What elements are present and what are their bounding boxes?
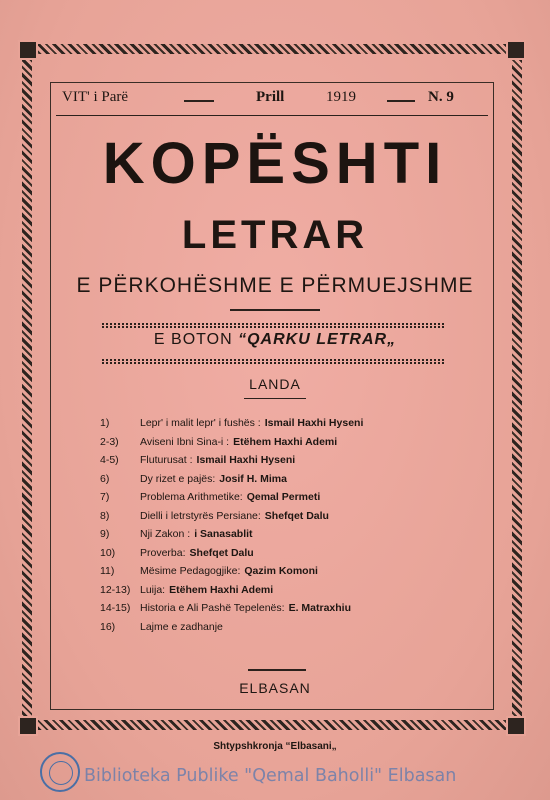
list-item: [100, 584, 460, 603]
border-corner: [18, 716, 38, 736]
item-title: Proverba:: [140, 546, 186, 559]
item-author: Qemal Permeti: [246, 491, 321, 503]
item-title: Lepr' i malit lepr' i fushës :: [140, 417, 261, 429]
item-author: Ismail Haxhi Hyseni: [196, 454, 296, 466]
item-author: Josif H. Mima: [219, 472, 287, 485]
issue-number: N. 9: [428, 89, 454, 105]
item-number: 4-5): [100, 454, 119, 466]
item-number: 10): [100, 546, 116, 559]
item-number: 16): [100, 620, 116, 633]
item-author: E. Matraxhiu: [288, 602, 351, 614]
issue-year: 1919: [326, 89, 356, 105]
header-dash: [184, 100, 214, 102]
item-title: Luija:: [140, 583, 166, 596]
magazine-title-line2: LETRAR: [181, 213, 369, 257]
item-title: Problema Arithmetike:: [140, 491, 243, 503]
item-number: 14-15): [100, 602, 131, 614]
dotted-rule-top: [102, 323, 444, 328]
item-number: 2-3): [100, 435, 119, 448]
border-corner: [506, 716, 526, 736]
item-author: i Sanasablit: [194, 528, 253, 540]
item-author: Qazim Komoni: [244, 565, 318, 577]
list-item: [100, 436, 460, 455]
publication-place: ELBASAN: [239, 680, 311, 696]
library-watermark: Biblioteka Publike "Qemal Baholli" Elbasan: [84, 766, 457, 786]
list-item: [100, 602, 460, 621]
header-rule: [56, 115, 488, 116]
library-stamp-icon: [40, 752, 80, 792]
volume-label: VIT' i Parë: [62, 89, 129, 105]
item-author: Ismail Haxhi Hyseni: [264, 417, 364, 429]
list-item: [100, 417, 460, 436]
item-author: Etëhem Haxhi Ademi: [169, 583, 274, 596]
item-title: Lajme e zadhanje: [140, 620, 223, 633]
list-item: [100, 473, 460, 492]
place-rule: [248, 669, 306, 671]
item-title: Dielli i letrstyrës Persiane:: [140, 509, 261, 522]
contents-heading: LANDA: [249, 376, 301, 392]
item-title: Dy rizet e pajës:: [140, 472, 216, 485]
publisher-line: [0, 331, 550, 349]
item-title: Historia e Ali Pashë Tepelenës:: [140, 602, 285, 614]
list-item: [100, 528, 460, 547]
item-number: 1): [100, 417, 110, 429]
subtitle-rule: [230, 309, 320, 311]
item-author: Shefqet Dalu: [189, 546, 254, 559]
list-item: [100, 454, 460, 473]
item-title: Fluturusat :: [140, 454, 193, 466]
item-title: Aviseni Ibni Sina-i :: [140, 435, 230, 448]
item-title: Mësime Pedagogjike:: [140, 565, 241, 577]
publisher-prefix: E BOTON: [153, 331, 233, 348]
list-item: [100, 510, 460, 529]
publisher-name: “QARKU LETRAR„: [238, 331, 397, 348]
border-corner: [506, 40, 526, 60]
list-item: [100, 621, 460, 640]
list-item: [100, 565, 460, 584]
border-corner: [18, 40, 38, 60]
contents-heading-rule: [244, 398, 306, 399]
item-title: Nji Zakon :: [140, 528, 191, 540]
list-item: [100, 547, 460, 566]
item-number: 11): [100, 565, 115, 577]
list-item: [100, 491, 460, 510]
magazine-subtitle: E PËRKOHËSHME E PËRMUEJSHME: [76, 274, 474, 297]
magazine-title: KOPËSHTI: [102, 131, 448, 196]
header-dash: [387, 100, 415, 102]
item-author: Etëhem Haxhi Ademi: [233, 435, 338, 448]
item-number: 6): [100, 472, 110, 485]
item-number: 7): [100, 491, 110, 503]
item-number: 12-13): [100, 583, 131, 596]
table-of-contents: [100, 417, 460, 639]
dotted-rule-bottom: [102, 359, 444, 364]
issue-month: Prill: [256, 89, 285, 105]
item-number: 8): [100, 509, 110, 522]
item-number: 9): [100, 528, 110, 540]
printer-name: Shtypshkronja “Elbasani„: [213, 741, 337, 752]
item-author: Shefqet Dalu: [264, 509, 329, 522]
